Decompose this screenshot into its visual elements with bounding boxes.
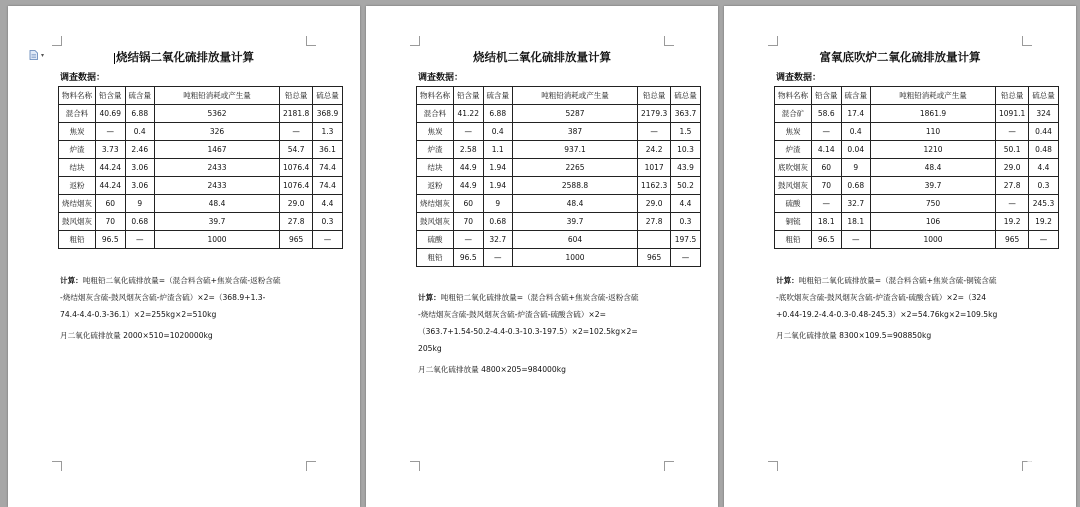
table-cell: 18.1 — [812, 213, 842, 231]
table-cell: 48.4 — [871, 159, 996, 177]
table-row — [417, 141, 701, 159]
survey-label: 调查数据： — [418, 73, 464, 83]
table-cell: — — [841, 231, 871, 249]
table-cell: 60 — [454, 195, 484, 213]
column-header: 吨粗铅消耗或产生量 — [513, 87, 638, 105]
table-cell: 0.44 — [1029, 123, 1059, 141]
table-cell: 324 — [1029, 105, 1059, 123]
table-cell: 50.2 — [671, 177, 701, 195]
table-cell: 0.68 — [125, 213, 155, 231]
table-cell: 18.1 — [841, 213, 871, 231]
table-cell: 27.8 — [638, 213, 671, 231]
page-title-text: 烧结锅二氧化硫排放量计算 — [116, 50, 254, 64]
table-row — [59, 231, 343, 249]
table-cell: 6.88 — [483, 105, 513, 123]
material-name-cell: 结块 — [417, 159, 454, 177]
table-row — [417, 159, 701, 177]
table-cell: 60 — [812, 159, 842, 177]
column-header: 物料名称 — [59, 87, 96, 105]
table-cell: 965 — [638, 249, 671, 267]
material-name-cell: 烧结烟灰 — [417, 195, 454, 213]
material-name-cell: 鼓风烟灰 — [417, 213, 454, 231]
material-name-cell: 铜锍 — [775, 213, 812, 231]
column-header: 物料名称 — [775, 87, 812, 105]
crop-mark — [768, 461, 778, 471]
table-header-row — [59, 87, 343, 105]
table-cell: — — [96, 123, 126, 141]
table-cell: 0.48 — [1029, 141, 1059, 159]
table-cell: 41.22 — [454, 105, 484, 123]
material-name-cell: 粗铅 — [417, 249, 454, 267]
table-cell: 1076.4 — [280, 159, 313, 177]
table-row — [775, 177, 1059, 195]
table-cell: 1017 — [638, 159, 671, 177]
table-row — [59, 123, 343, 141]
table-cell: 96.5 — [96, 231, 126, 249]
table-cell: 2.58 — [454, 141, 484, 159]
column-header: 硫含量 — [841, 87, 871, 105]
table-cell: 1091.1 — [996, 105, 1029, 123]
table-cell: 197.5 — [671, 231, 701, 249]
table-cell: 48.4 — [155, 195, 280, 213]
table-cell: 29.0 — [280, 195, 313, 213]
calc-text: 吨粗铅二氧化硫排放量=（混合料含硫+焦炭含硫-返粉含硫 — [440, 293, 639, 302]
page-title: 烧结机二氧化硫排放量计算 — [473, 50, 611, 64]
table-cell: 74.4 — [313, 159, 343, 177]
table-cell: 44.24 — [96, 159, 126, 177]
column-header: 铅总量 — [280, 87, 313, 105]
column-header: 铅含量 — [454, 87, 484, 105]
column-header: 吨粗铅消耗或产生量 — [155, 87, 280, 105]
table-cell: 3.73 — [96, 141, 126, 159]
table-cell: — — [454, 123, 484, 141]
table-cell: 27.8 — [280, 213, 313, 231]
column-header: 铅总量 — [996, 87, 1029, 105]
table-cell: 6.88 — [125, 105, 155, 123]
table-cell: 0.4 — [483, 123, 513, 141]
table-cell: 2265 — [513, 159, 638, 177]
table-cell: 0.4 — [125, 123, 155, 141]
survey-label: 调查数据： — [776, 73, 822, 83]
material-name-cell: 粗铅 — [59, 231, 96, 249]
table-row — [59, 159, 343, 177]
table-cell: 10.3 — [671, 141, 701, 159]
table-cell: 29.0 — [996, 159, 1029, 177]
table-cell: — — [996, 195, 1029, 213]
calc-label: 计算： — [418, 293, 441, 302]
table-cell: 32.7 — [483, 231, 513, 249]
calc-line — [776, 272, 997, 289]
table-cell: 9 — [125, 195, 155, 213]
material-name-cell: 粗铅 — [775, 231, 812, 249]
calc-line — [60, 306, 281, 323]
table-row — [775, 105, 1059, 123]
table-cell: 5287 — [513, 105, 638, 123]
calc-text: 吨粗铅二氧化硫排放量=（混合料含硫+焦炭含硫-铜锍含硫 — [798, 276, 997, 285]
table-cell: 2588.8 — [513, 177, 638, 195]
table-cell: 363.7 — [671, 105, 701, 123]
table-cell: 96.5 — [454, 249, 484, 267]
table-cell: 4.4 — [1029, 159, 1059, 177]
material-name-cell: 炉渣 — [59, 141, 96, 159]
table-row — [417, 231, 701, 249]
table-cell: — — [483, 249, 513, 267]
table-cell: 1.1 — [483, 141, 513, 159]
table-cell: 1162.3 — [638, 177, 671, 195]
table-cell: 1000 — [513, 249, 638, 267]
table-cell: 1000 — [871, 231, 996, 249]
table-cell: 27.8 — [996, 177, 1029, 195]
table-cell: 1.94 — [483, 177, 513, 195]
table-cell: — — [125, 231, 155, 249]
calc-label: 计算： — [776, 276, 799, 285]
table-cell: 245.3 — [1029, 195, 1059, 213]
table-header-row — [417, 87, 701, 105]
table-cell: 326 — [155, 123, 280, 141]
table-cell: 2.46 — [125, 141, 155, 159]
data-table — [774, 86, 1059, 249]
table-cell: 74.4 — [313, 177, 343, 195]
calc-text: -烧结烟灰含硫-鼓风烟灰含硫-炉渣含硫-硫酸含硫）×2= — [418, 310, 606, 319]
table-row — [775, 213, 1059, 231]
table-cell: — — [1029, 231, 1059, 249]
calculation — [418, 289, 639, 378]
calc-text: -烧结烟灰含硫-鼓风烟灰含硫-炉渣含硫）×2=（368.9+1.3- — [60, 293, 266, 302]
crop-mark — [664, 461, 674, 471]
column-header: 吨粗铅消耗或产生量 — [871, 87, 996, 105]
watermark-site: 环保学社·COM — [988, 491, 1072, 501]
table-cell: — — [313, 231, 343, 249]
table-row — [775, 159, 1059, 177]
watermark-prefix: 资料 — [963, 491, 988, 501]
table-cell — [638, 231, 671, 249]
table-row — [59, 141, 343, 159]
table-cell: 44.9 — [454, 159, 484, 177]
table-cell: 3.06 — [125, 159, 155, 177]
table-row — [775, 123, 1059, 141]
column-header: 铅总量 — [638, 87, 671, 105]
calc-label: 计算： — [60, 276, 83, 285]
calculation — [776, 272, 997, 344]
table-cell: 937.1 — [513, 141, 638, 159]
table-cell: 965 — [280, 231, 313, 249]
material-name-cell: 结块 — [59, 159, 96, 177]
data-table — [416, 86, 701, 267]
crop-mark — [410, 36, 420, 46]
table-cell: 1076.4 — [280, 177, 313, 195]
table-cell: 43.9 — [671, 159, 701, 177]
table-cell: 1861.9 — [871, 105, 996, 123]
table-cell: 44.9 — [454, 177, 484, 195]
table-cell: 1.5 — [671, 123, 701, 141]
crop-mark — [52, 461, 62, 471]
material-name-cell: 混合矿 — [775, 105, 812, 123]
table-cell: 0.3 — [1029, 177, 1059, 195]
watermark — [963, 454, 1072, 501]
column-header: 硫总量 — [1029, 87, 1059, 105]
calculation — [60, 272, 281, 344]
monthly-emission: 月二氧化硫排放量 2000×510=1020000kg — [60, 331, 213, 340]
table-cell: 19.2 — [1029, 213, 1059, 231]
column-header: 硫总量 — [671, 87, 701, 105]
calc-text: 205kg — [418, 344, 442, 353]
table-cell: — — [671, 249, 701, 267]
calc-text: +0.44-19.2-4.4-0.3-0.48-245.3）×2=54.76kg×2=109.5kg — [776, 310, 998, 319]
column-header: 硫总量 — [313, 87, 343, 105]
table-cell: 70 — [812, 177, 842, 195]
material-name-cell: 焦炭 — [59, 123, 96, 141]
calc-line — [418, 340, 639, 357]
table-cell: 368.9 — [313, 105, 343, 123]
column-header: 硫含量 — [125, 87, 155, 105]
data-table — [58, 86, 343, 249]
table-cell: 2181.8 — [280, 105, 313, 123]
table-cell: 39.7 — [871, 177, 996, 195]
table-cell: 17.4 — [841, 105, 871, 123]
table-row — [59, 177, 343, 195]
table-row — [775, 231, 1059, 249]
table-cell: 1.3 — [313, 123, 343, 141]
table-row — [59, 105, 343, 123]
material-name-cell: 混合料 — [59, 105, 96, 123]
crop-mark — [306, 36, 316, 46]
table-cell: 29.0 — [638, 195, 671, 213]
table-row — [417, 249, 701, 267]
crop-mark — [664, 36, 674, 46]
calc-line — [418, 306, 639, 323]
page-title: 富氧底吹炉二氧化硫排放量计算 — [819, 50, 981, 64]
calc-text: 吨粗铅二氧化硫排放量=（混合料含硫+焦炭含硫-返粉含硫 — [82, 276, 281, 285]
table-row — [417, 123, 701, 141]
calc-line — [418, 323, 639, 340]
table-cell: 604 — [513, 231, 638, 249]
table-cell: — — [812, 123, 842, 141]
table-cell: — — [638, 123, 671, 141]
column-header: 铅含量 — [812, 87, 842, 105]
material-name-cell: 硫酸 — [775, 195, 812, 213]
table-row — [59, 213, 343, 231]
material-name-cell: 炉渣 — [775, 141, 812, 159]
table-cell: — — [454, 231, 484, 249]
table-cell: 4.4 — [313, 195, 343, 213]
table-cell: 60 — [96, 195, 126, 213]
table-row — [417, 177, 701, 195]
material-name-cell: 返粉 — [59, 177, 96, 195]
table-cell: — — [812, 195, 842, 213]
table-cell: 5362 — [155, 105, 280, 123]
crop-mark — [1022, 36, 1032, 46]
calc-line — [776, 306, 997, 323]
table-cell: 39.7 — [155, 213, 280, 231]
table-cell: 0.4 — [841, 123, 871, 141]
table-row — [775, 195, 1059, 213]
column-header: 硫含量 — [483, 87, 513, 105]
material-name-cell: 鼓风烟灰 — [775, 177, 812, 195]
table-cell: 2433 — [155, 177, 280, 195]
calc-line — [60, 289, 281, 306]
table-cell: 24.2 — [638, 141, 671, 159]
table-row — [417, 195, 701, 213]
table-cell: 2433 — [155, 159, 280, 177]
table-cell: 4.4 — [671, 195, 701, 213]
material-name-cell: 焦炭 — [775, 123, 812, 141]
document-page-3 — [724, 6, 1076, 507]
table-cell: 96.5 — [812, 231, 842, 249]
table-cell: 750 — [871, 195, 996, 213]
table-cell: 3.06 — [125, 177, 155, 195]
table-row — [417, 105, 701, 123]
table-cell: 0.3 — [313, 213, 343, 231]
material-name-cell: 硫酸 — [417, 231, 454, 249]
table-header-row — [775, 87, 1059, 105]
document-page-2 — [366, 6, 718, 507]
monthly-emission: 月二氧化硫排放量 4800×205=984000kg — [418, 365, 566, 374]
table-cell: 1.94 — [483, 159, 513, 177]
table-cell: 54.7 — [280, 141, 313, 159]
table-cell: — — [996, 123, 1029, 141]
calc-text: -底吹烟灰含硫-鼓风烟灰含硫-炉渣含硫-硫酸含硫）×2=（324 — [776, 293, 987, 302]
table-cell: 965 — [996, 231, 1029, 249]
table-cell: 4.14 — [812, 141, 842, 159]
table-cell: 0.68 — [483, 213, 513, 231]
crop-mark — [52, 36, 62, 46]
watermark-subtext — [964, 488, 1072, 501]
material-name-cell: 焦炭 — [417, 123, 454, 141]
table-cell: 0.3 — [671, 213, 701, 231]
calc-text: 74.4-4.4-0.3-36.1）×2=255kg×2=510kg — [60, 310, 217, 319]
document-page-1 — [8, 6, 360, 507]
text-cursor — [114, 53, 115, 64]
crop-mark — [768, 36, 778, 46]
column-header: 铅含量 — [96, 87, 126, 105]
material-name-cell: 炉渣 — [417, 141, 454, 159]
table-cell: 40.69 — [96, 105, 126, 123]
table-cell: 39.7 — [513, 213, 638, 231]
table-cell: 50.1 — [996, 141, 1029, 159]
column-header: 物料名称 — [417, 87, 454, 105]
material-name-cell: 鼓风烟灰 — [59, 213, 96, 231]
table-cell: 1210 — [871, 141, 996, 159]
monthly-emission: 月二氧化硫排放量 8300×109.5=908850kg — [776, 331, 932, 340]
page-title — [8, 49, 360, 65]
material-name-cell: 混合料 — [417, 105, 454, 123]
material-name-cell: 底吹烟灰 — [775, 159, 812, 177]
chevron-down-icon[interactable]: ▾ — [41, 52, 45, 59]
table-cell: 0.68 — [841, 177, 871, 195]
table-cell: 36.1 — [313, 141, 343, 159]
table-cell: — — [280, 123, 313, 141]
crop-mark — [410, 461, 420, 471]
table-cell: 9 — [483, 195, 513, 213]
table-row — [417, 213, 701, 231]
calc-line — [60, 272, 281, 289]
material-name-cell: 返粉 — [417, 177, 454, 195]
table-row — [59, 195, 343, 213]
table-cell: 2179.3 — [638, 105, 671, 123]
table-cell: 106 — [871, 213, 996, 231]
material-name-cell: 烧结烟灰 — [59, 195, 96, 213]
table-cell: 19.2 — [996, 213, 1029, 231]
table-cell: 387 — [513, 123, 638, 141]
calc-line — [418, 289, 639, 306]
watermark-logo: ESHB — [975, 454, 1072, 489]
table-cell: 58.6 — [812, 105, 842, 123]
table-cell: 70 — [96, 213, 126, 231]
table-cell: 0.04 — [841, 141, 871, 159]
table-cell: 44.24 — [96, 177, 126, 195]
table-row — [775, 141, 1059, 159]
table-cell: 32.7 — [841, 195, 871, 213]
table-cell: 1000 — [155, 231, 280, 249]
survey-label: 调查数据： — [60, 73, 106, 83]
table-cell: 48.4 — [513, 195, 638, 213]
table-cell: 9 — [841, 159, 871, 177]
table-cell: 70 — [454, 213, 484, 231]
calc-line — [776, 289, 997, 306]
table-cell: 110 — [871, 123, 996, 141]
crop-mark — [306, 461, 316, 471]
table-cell: 1467 — [155, 141, 280, 159]
calc-text: （363.7+1.54-50.2-4.4-0.3-10.3-197.5）×2=102.5kg×2= — [418, 327, 638, 336]
